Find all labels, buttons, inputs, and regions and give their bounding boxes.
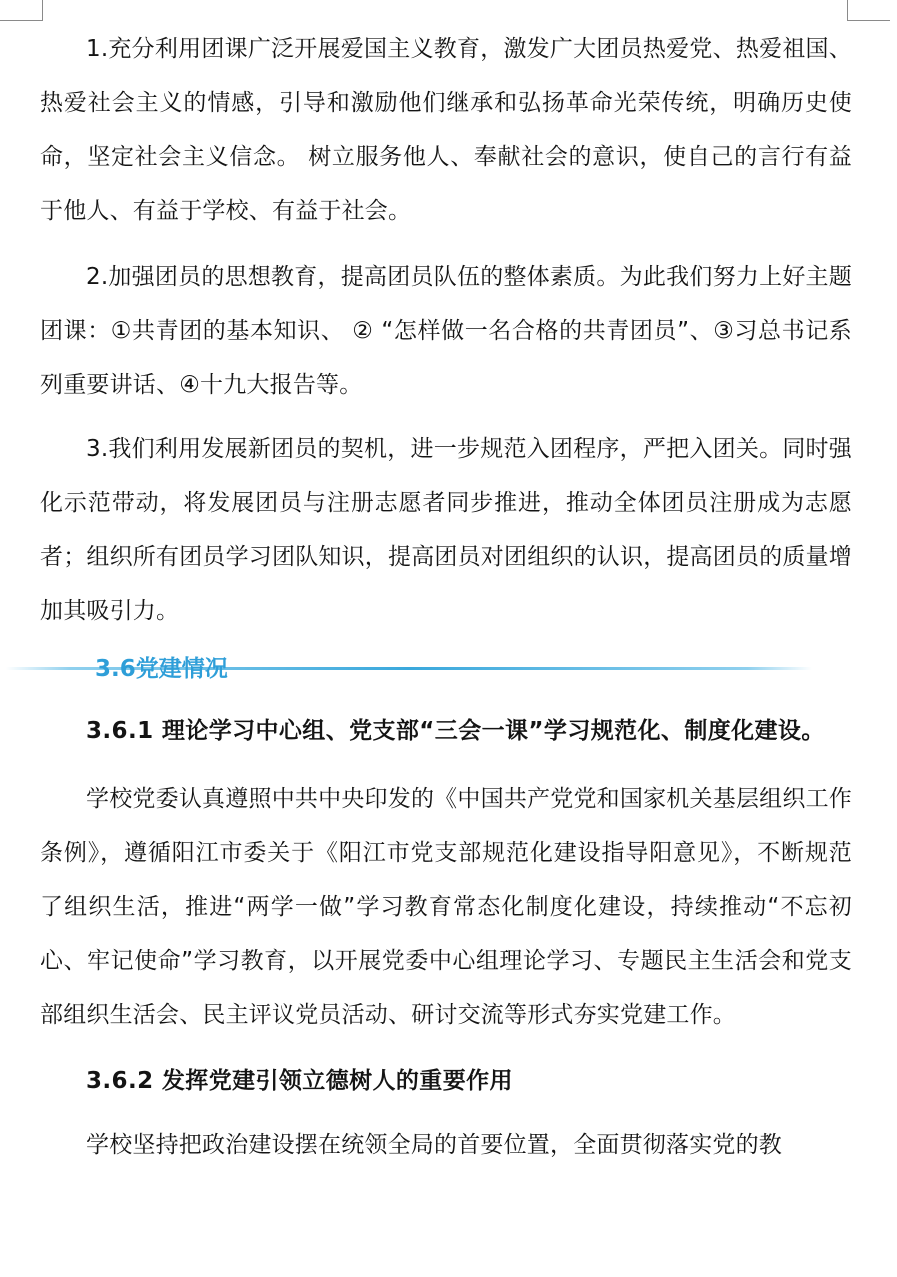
subheading-3-6-2: 3.6.2 发挥党建引领立德树人的重要作用: [86, 1068, 513, 1094]
paragraph-1: 1.充分利用团课广泛开展爱国主义教育，激发广大团员热爱党、热爱祖国、热爱社会主义的情感，引导和激励他们继承和弘扬革命光荣传统，明确历史使命，坚定社会主义信念。 树立服务他人、奉献社会的意识，使自己的言行有益于他人、有益于学校、有益于社会。: [40, 36, 852, 224]
subheading-3-6-1: 3.6.1 理论学习中心组、党支部“三会一课”学习规范化、制度化建设。: [86, 718, 825, 744]
paragraph-4: 学校党委认真遵照中共中央印发的《中国共产党党和国家机关基层组织工作条例》，遵循阳江市委关于《阳江市党支部规范化建设指导阳意见》，不断规范了组织生活，推进“两学一做”学习教育常态化制度化建设，持续推动“不忘初心、牢记使命”学习教育，以开展党委中心组理论学习、专题民主生活会和党支部组织生活会、民主评议党员活动、研讨交流等形式夯实党建工作。: [40, 786, 852, 1028]
document-body: [40, 22, 852, 1172]
paragraph-5: 学校坚持把政治建设摆在统领全局的首要位置，全面贯彻落实党的教: [86, 1132, 782, 1158]
paragraph-3: 3.我们利用发展新团员的契机，进一步规范入团程序，严把入团关。同时强化示范带动，将发展团员与注册志愿者同步推进，推动全体团员注册成为志愿者；组织所有团员学习团队知识，提高团员对团组织的认识，提高团员的质量增加其吸引力。: [40, 436, 852, 624]
paragraph-2: 2.加强团员的思想教育，提高团员队伍的整体素质。为此我们努力上好主题团课：①共青团的基本知识、 ② “怎样做一名合格的共青团员”、③习总书记系列重要讲话、④十九大报告等。: [40, 264, 852, 398]
crop-mark-top-right: [847, 0, 890, 21]
crop-mark-top-left: [0, 0, 43, 21]
section-heading: 3.6党建情况: [95, 656, 228, 682]
